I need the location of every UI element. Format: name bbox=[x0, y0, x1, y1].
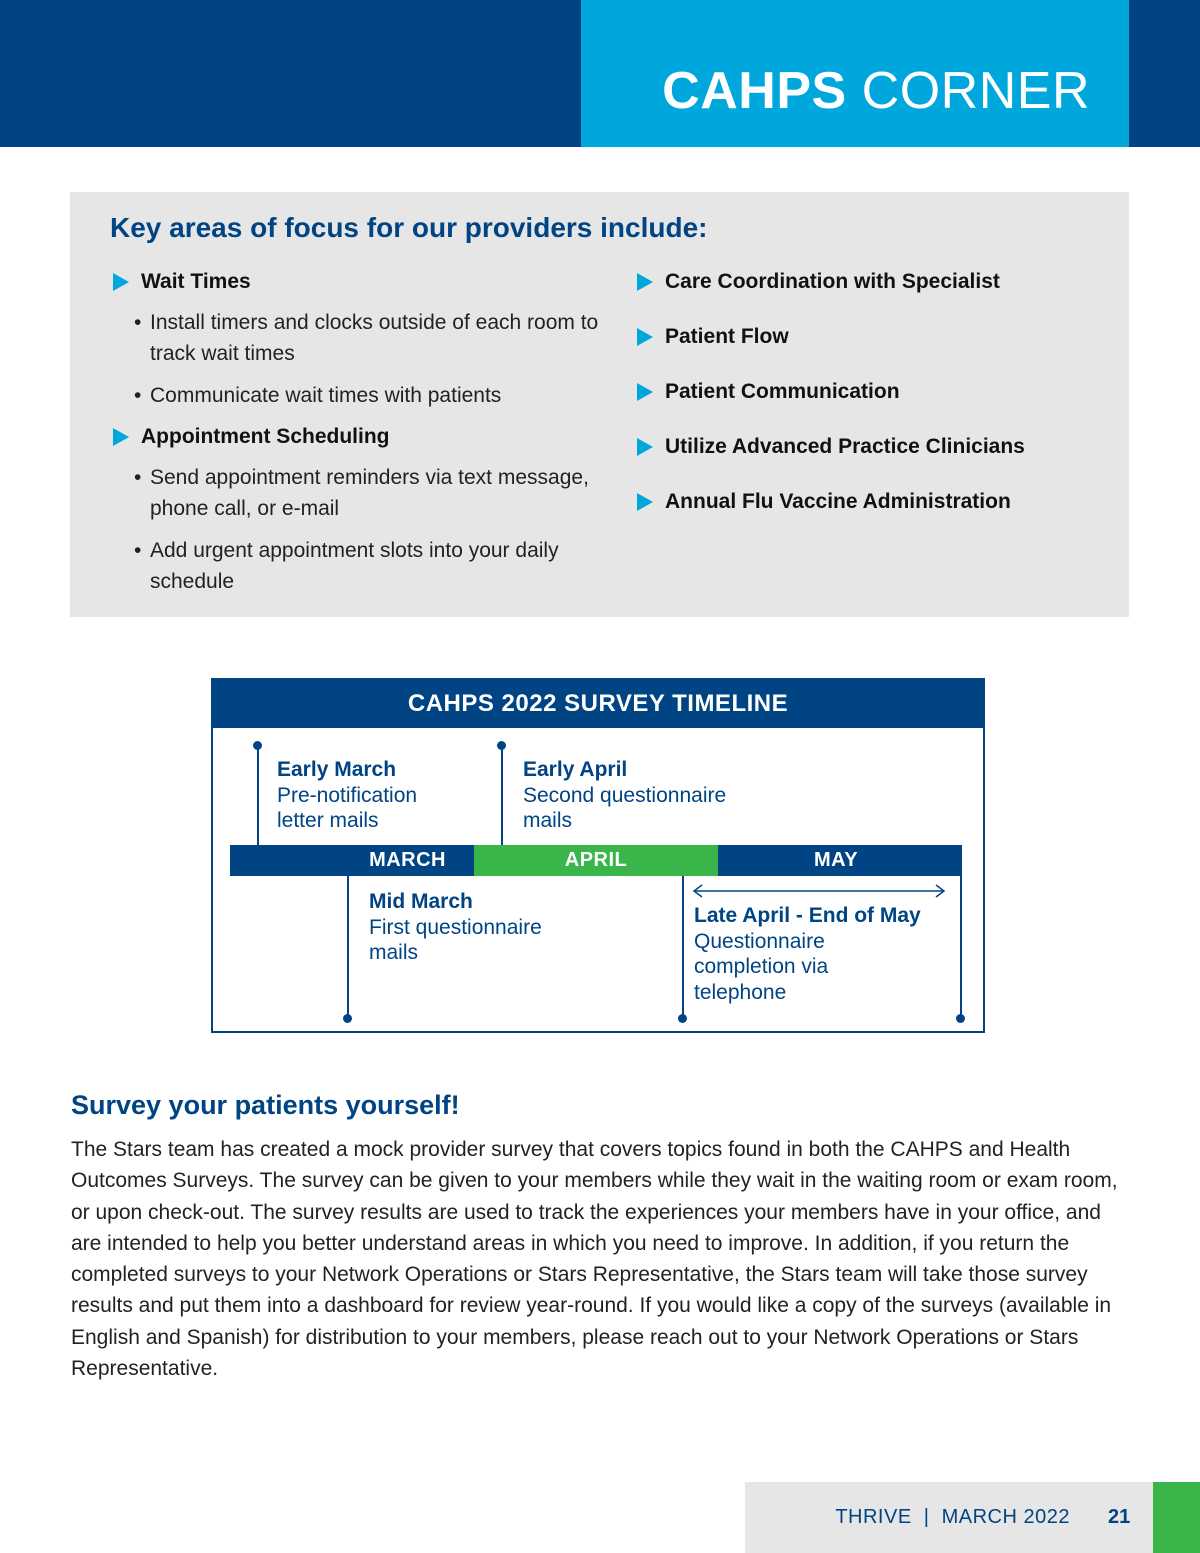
event-desc: telephone bbox=[694, 980, 787, 1004]
footer-separator: | bbox=[923, 1506, 930, 1528]
event-date: Early March bbox=[277, 758, 397, 781]
focus-bullet bbox=[134, 380, 620, 411]
focus-item-care-coordination bbox=[637, 270, 1000, 294]
focus-bullet bbox=[134, 307, 620, 369]
timeline-marker-line bbox=[501, 746, 503, 845]
triangle-bullet-icon bbox=[637, 328, 653, 346]
month-bar-may: MAY bbox=[718, 845, 962, 876]
survey-heading: Survey your patients yourself! bbox=[71, 1090, 460, 1120]
page-title-bold: CAHPS bbox=[662, 62, 847, 120]
focus-item-label: Patient Communication bbox=[665, 380, 900, 403]
page-title-rest: CORNER bbox=[861, 62, 1090, 120]
focus-item-label: Appointment Scheduling bbox=[141, 425, 390, 448]
timeline-marker-line bbox=[682, 876, 684, 1018]
event-late-april-end-may bbox=[694, 903, 921, 1005]
focus-item-patient-flow bbox=[637, 325, 789, 349]
event-desc: mails bbox=[369, 941, 419, 964]
page-title bbox=[662, 60, 1090, 122]
timeline-marker-line bbox=[960, 876, 962, 1018]
focus-item-wait-times bbox=[113, 270, 251, 294]
survey-paragraph: The Stars team has created a mock provider survey that covers topics found in both the CAHPS and Health Outcomes Surveys. The survey can be given to your members while they wait in the waiting room or exam room, or upon check-out. The survey results are used to track the experiences your members have in your office, and are intended to help you better understand areas in which you need to improve. In addition, if you return the completed surveys to your Network Operations or Stars Representative, the Stars team will take those survey results and put them into a dashboard for review year-round. If you would like a copy of the surveys (available in English and Spanish) for distribution to your members, please reach out to your Network Operations or Stars Representative. bbox=[71, 1138, 1118, 1381]
triangle-bullet-icon bbox=[113, 428, 129, 446]
bullet-dot-icon: • bbox=[134, 311, 142, 334]
triangle-bullet-icon bbox=[637, 438, 653, 456]
focus-item-flu-vaccine bbox=[637, 490, 1011, 514]
event-early-march bbox=[277, 757, 417, 834]
focus-item-label: Wait Times bbox=[141, 270, 251, 293]
triangle-bullet-icon bbox=[637, 383, 653, 401]
focus-title: Key areas of focus for our providers include: bbox=[110, 212, 708, 243]
event-desc: letter mails bbox=[277, 809, 379, 832]
event-desc: mails bbox=[523, 809, 573, 832]
timeline-marker-dot bbox=[678, 1014, 687, 1023]
focus-item-label: Annual Flu Vaccine Administration bbox=[665, 490, 1011, 513]
focus-item-appointment-scheduling bbox=[113, 425, 389, 449]
event-desc: Pre-notification bbox=[277, 783, 418, 807]
month-bar-april: APRIL bbox=[474, 845, 718, 876]
triangle-bullet-icon bbox=[637, 273, 653, 291]
timeline-marker-dot bbox=[253, 741, 262, 750]
triangle-bullet-icon bbox=[637, 493, 653, 511]
event-desc: First questionnaire bbox=[369, 915, 542, 939]
focus-bullet bbox=[134, 462, 620, 524]
event-desc: Second questionnaire bbox=[523, 783, 727, 807]
timeline-title: CAHPS 2022 SURVEY TIMELINE bbox=[213, 680, 983, 728]
event-date: Early April bbox=[523, 758, 628, 781]
focus-bullet bbox=[134, 535, 620, 597]
month-bar-march: MARCH bbox=[230, 845, 474, 876]
event-date: Late April - End of May bbox=[694, 904, 921, 927]
focus-bullet-text: Communicate wait times with patients bbox=[150, 384, 502, 407]
timeline-marker-dot bbox=[956, 1014, 965, 1023]
focus-item-label: Utilize Advanced Practice Clinicians bbox=[665, 435, 1025, 458]
timeline-marker-line bbox=[347, 876, 349, 1018]
bullet-dot-icon: • bbox=[134, 384, 142, 407]
focus-bullet-text: Install timers and clocks outside of each room to track wait times bbox=[150, 311, 599, 365]
focus-areas-box bbox=[70, 192, 1129, 617]
timeline-marker-line bbox=[257, 746, 259, 845]
event-date: Mid March bbox=[369, 890, 473, 913]
timeline-marker-dot bbox=[497, 741, 506, 750]
issue-date: MARCH 2022 bbox=[941, 1506, 1070, 1528]
footer-publication bbox=[835, 1506, 1070, 1529]
focus-bullet-text: Send appointment reminders via text message, phone call, or e-mail bbox=[150, 466, 589, 520]
double-arrow-icon bbox=[692, 883, 948, 899]
timeline-marker-dot bbox=[343, 1014, 352, 1023]
focus-bullet-text: Add urgent appointment slots into your daily schedule bbox=[150, 539, 559, 593]
page-number: 21 bbox=[1108, 1506, 1131, 1528]
triangle-bullet-icon bbox=[113, 273, 129, 291]
event-mid-march bbox=[369, 889, 542, 966]
bullet-dot-icon: • bbox=[134, 539, 142, 562]
event-desc: completion via bbox=[694, 955, 829, 978]
event-early-april bbox=[523, 757, 726, 834]
focus-item-patient-communication bbox=[637, 380, 900, 404]
footer-accent bbox=[1153, 1482, 1200, 1553]
focus-item-label: Patient Flow bbox=[665, 325, 789, 348]
focus-item-label: Care Coordination with Specialist bbox=[665, 270, 1000, 293]
focus-item-advanced-practice-clinicians bbox=[637, 435, 1025, 459]
publication-name: THRIVE bbox=[835, 1506, 912, 1528]
event-desc: Questionnaire bbox=[694, 929, 825, 953]
bullet-dot-icon: • bbox=[134, 466, 142, 489]
